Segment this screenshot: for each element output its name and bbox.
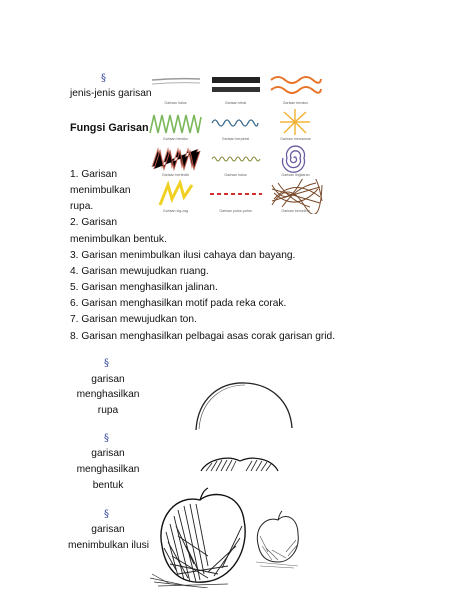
grid-cell-label: Garisan tebal (224, 101, 247, 105)
grid-cell-thin-line (146, 71, 205, 106)
line-types-grid (146, 71, 325, 213)
grid-cell-tangled-line (266, 179, 325, 214)
grid-cell-wavy-line (266, 71, 325, 106)
example-3-line2: menimbulkan ilusi (68, 540, 149, 551)
example-3-line1: garisan (91, 524, 125, 535)
grid-cell-label: Garisan halus (224, 173, 247, 177)
example-1-line2: menghasilkan (76, 389, 140, 400)
grid-cell-label: Garisan zig-zag (162, 209, 189, 213)
grid-cell-label: Garisan berselirat (281, 209, 310, 213)
grid-cell-twisted-line (206, 107, 265, 142)
function-item-4: 4. Garisan mewujudkan ruang. (70, 266, 209, 277)
grid-cell-label: Garisan berpintal (221, 137, 250, 141)
function-item-6: 6. Garisan menghasilkan motif pada reka corak. (70, 298, 287, 309)
function-item-2-line2: menimbulkan bentuk. (70, 234, 167, 245)
grid-cell-label: Garisan memancar (280, 137, 311, 141)
grid-cell-label: Garisan bersiku (162, 137, 189, 141)
example-2-line3: bentuk (92, 480, 124, 491)
function-item-1-line2: menimbulkan (70, 185, 131, 196)
grid-cell-label: Garisan halus (164, 101, 187, 105)
grid-cell-label: Garisan beralun (282, 101, 309, 105)
grid-cell-radiating-line (266, 107, 325, 142)
example-1-line3: rupa (97, 405, 119, 416)
grid-cell-angled-line (146, 107, 205, 142)
grid-cell-thick-line (206, 71, 265, 106)
grid-cell-overlap-line (146, 143, 205, 178)
caption-line-types: jenis-jenis garisan (70, 88, 152, 99)
function-item-1-line1: 1. Garisan (70, 169, 117, 180)
example-2-line2: menghasilkan (76, 464, 140, 475)
function-item-1-line3: rupa. (70, 201, 94, 212)
bullet-marker: § (104, 433, 109, 444)
example-2-line1: garisan (91, 448, 125, 459)
heading-line-functions: Fungsi Garisan (70, 122, 149, 134)
grid-cell-spiral-line (266, 143, 325, 178)
bullet-marker: § (101, 73, 106, 84)
function-item-3: 3. Garisan menimbulkan ilusi cahaya dan bayang. (70, 250, 296, 261)
function-item-5: 5. Garisan menghasilkan jalinan. (70, 282, 218, 293)
example-1-line1: garisan (91, 374, 125, 385)
grid-cell-label: Garisan bertindih (161, 173, 190, 177)
function-item-7: 7. Garisan mewujudkan ton. (70, 314, 197, 325)
grid-cell-dashed-line (206, 179, 265, 214)
function-item-2-line1: 2. Garisan (70, 217, 117, 228)
grid-cell-zigzag-line (146, 179, 205, 214)
function-item-8: 8. Garisan menghasilkan pelbagai asas corak garisan grid. (70, 331, 336, 342)
bullet-marker: § (104, 509, 109, 520)
grid-cell-fine-line (206, 143, 265, 178)
shaded-apples-drawing (148, 486, 304, 588)
bullet-marker: § (104, 358, 109, 369)
apple-top-hatched-drawing (198, 455, 280, 473)
grid-cell-label: Garisan putus-putus (219, 209, 252, 213)
grid-cell-label: Garisan lingkaran (281, 173, 310, 177)
circle-outline-drawing (190, 378, 300, 436)
